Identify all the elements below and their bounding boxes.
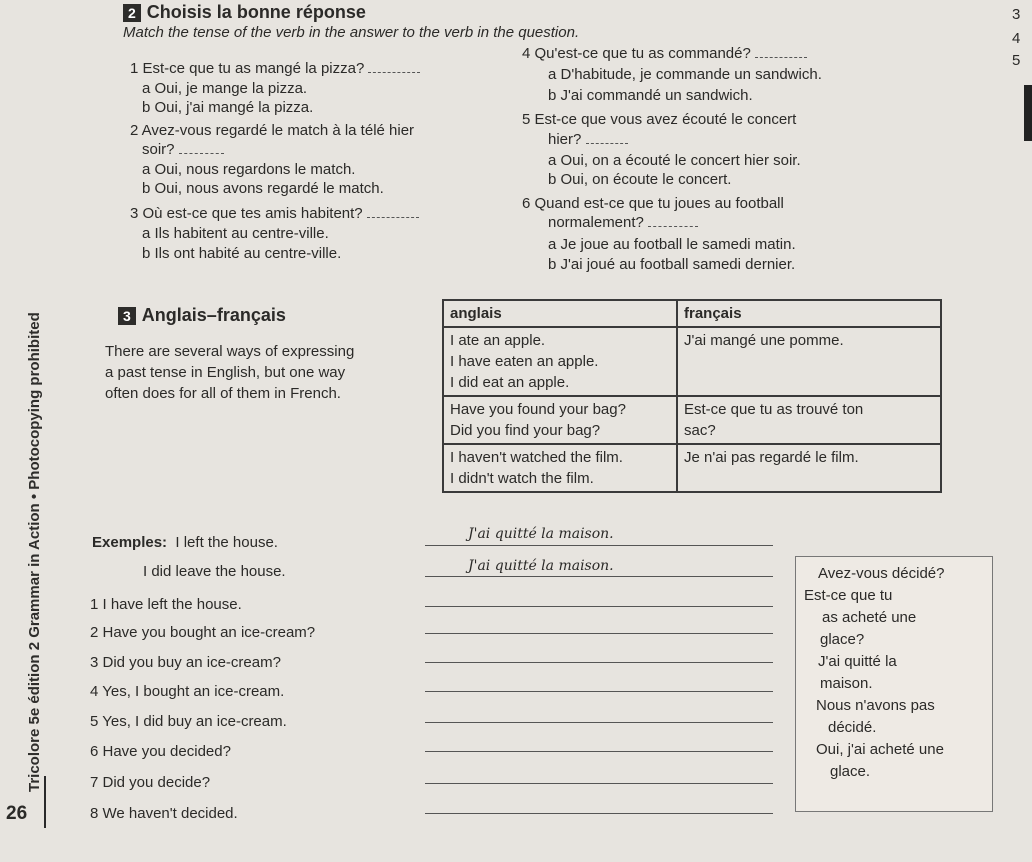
question-3: 3 Où est-ce que tes amis habitent? xyxy=(130,205,419,222)
answer-blank[interactable] xyxy=(648,214,698,227)
column-header-anglais: anglais xyxy=(443,300,677,327)
option-4b: b J'ai commandé un sandwich. xyxy=(548,87,753,104)
option-1b: b Oui, j'ai mangé la pizza. xyxy=(142,99,314,116)
option-5a: a Oui, on a écouté le concert hier soir. xyxy=(548,152,801,169)
answer-blank[interactable] xyxy=(368,60,420,73)
box-phrase: J'ai quitté la xyxy=(818,653,897,670)
example-2-answer: J'ai quitté la maison. xyxy=(468,558,614,574)
question-4: 4 Qu'est-ce que tu as commandé? xyxy=(522,45,807,62)
question-2: 2 Avez-vous regardé le match à la télé hier xyxy=(130,122,415,139)
answer-blank[interactable] xyxy=(367,205,419,218)
table-cell-english: I haven't watched the film. I didn't watch the film. xyxy=(443,444,677,492)
exercise-item-6: 6 Have you decided? xyxy=(90,743,231,760)
question-6-cont: normalement? xyxy=(548,214,698,231)
page-edge-tab xyxy=(1024,85,1032,141)
example-1-answer: J'ai quitté la maison. xyxy=(468,526,614,542)
box-phrase: maison. xyxy=(820,675,873,692)
examples-label: Exemples: xyxy=(92,534,168,551)
exercise-2-instruction: Match the tense of the verb in the answer to the verb in the question. xyxy=(123,24,580,41)
option-5b: b Oui, on écoute le concert. xyxy=(548,171,732,188)
option-3b: b Ils ont habité au centre-ville. xyxy=(142,245,342,262)
answer-input-5[interactable] xyxy=(425,721,773,723)
answer-input-8[interactable] xyxy=(425,812,773,814)
exercise-3-heading xyxy=(118,305,286,326)
exercise-item-5: 5 Yes, I did buy an ice-cream. xyxy=(90,713,287,730)
answer-line xyxy=(425,544,773,546)
table-cell-french: J'ai mangé une pomme. xyxy=(677,327,941,396)
exercise-item-2: 2 Have you bought an ice-cream? xyxy=(90,624,316,641)
option-6a: a Je joue au football le samedi matin. xyxy=(548,236,796,253)
box-phrase: glace. xyxy=(830,763,871,780)
exercise-2-number: 2 xyxy=(123,4,141,22)
table-header-row xyxy=(443,300,941,327)
option-1a: a Oui, je mange la pizza. xyxy=(142,80,308,97)
edge-number: 3 xyxy=(1012,6,1021,23)
exercise-item-3: 3 Did you buy an ice-cream? xyxy=(90,654,281,671)
exercise-item-1: 1 I have left the house. xyxy=(90,596,242,613)
question-6: 6 Quand est-ce que tu joues au football xyxy=(522,195,784,212)
exercise-item-4: 4 Yes, I bought an ice-cream. xyxy=(90,683,285,700)
answer-line xyxy=(425,575,773,577)
page-number: 26 xyxy=(6,803,28,824)
side-copyright-text: Tricolore 5e édition 2 Grammar in Action • Photocopying prohibited xyxy=(26,312,43,792)
question-2-cont: soir? xyxy=(142,141,224,158)
exercise-item-7: 7 Did you decide? xyxy=(90,774,211,791)
edge-number: 5 xyxy=(1012,52,1021,69)
table-row xyxy=(443,444,941,492)
box-phrase: décidé. xyxy=(828,719,877,736)
box-phrase: glace? xyxy=(820,631,865,648)
answer-input-6[interactable] xyxy=(425,750,773,752)
answer-input-3[interactable] xyxy=(425,661,773,663)
exercise-2-heading xyxy=(123,2,366,23)
question-5-cont: hier? xyxy=(548,131,628,148)
answer-input-4[interactable] xyxy=(425,690,773,692)
exercise-item-8: 8 We haven't decided. xyxy=(90,805,238,822)
column-header-francais: français xyxy=(677,300,941,327)
example-1: Exemples: I left the house. xyxy=(92,534,278,551)
edge-number: 4 xyxy=(1012,30,1021,47)
option-4a: a D'habitude, je commande un sandwich. xyxy=(548,66,822,83)
question-1: 1 Est-ce que tu as mangé la pizza? xyxy=(130,60,420,77)
answer-blank[interactable] xyxy=(586,131,628,144)
table-cell-english: I ate an apple. I have eaten an apple. I did eat an apple. xyxy=(443,327,677,396)
option-3a: a Ils habitent au centre-ville. xyxy=(142,225,329,242)
box-phrase: as acheté une xyxy=(822,609,917,626)
option-6b: b J'ai joué au football samedi dernier. xyxy=(548,256,796,273)
table-row xyxy=(443,396,941,444)
exercise-3-title: Anglais–français xyxy=(141,305,286,325)
answer-input-1[interactable] xyxy=(425,605,773,607)
table-row xyxy=(443,327,941,396)
box-phrase: Avez-vous décidé? xyxy=(818,565,945,582)
option-2b: b Oui, nous avons regardé le match. xyxy=(142,180,384,197)
intro-line: a past tense in English, but one way xyxy=(105,364,346,381)
intro-line: often does for all of them in French. xyxy=(105,385,341,402)
table-cell-english: Have you found your bag? Did you find your bag? xyxy=(443,396,677,444)
page-divider xyxy=(44,776,46,828)
box-phrase: Nous n'avons pas xyxy=(816,697,935,714)
intro-line: There are several ways of expressing xyxy=(105,343,355,360)
box-phrase: Oui, j'ai acheté une xyxy=(816,741,944,758)
answer-phrase-box xyxy=(795,556,993,812)
exercise-3-number: 3 xyxy=(118,307,136,325)
answer-blank[interactable] xyxy=(755,45,807,58)
box-phrase: Est-ce que tu xyxy=(804,587,893,604)
exercise-2-title: Choisis la bonne réponse xyxy=(146,2,366,22)
answer-blank[interactable] xyxy=(179,141,224,154)
question-5: 5 Est-ce que vous avez écouté le concert xyxy=(522,111,797,128)
option-2a: a Oui, nous regardons le match. xyxy=(142,161,356,178)
translation-table xyxy=(442,299,942,493)
table-cell-french: Je n'ai pas regardé le film. xyxy=(677,444,941,492)
table-cell-french: Est-ce que tu as trouvé ton sac? xyxy=(677,396,941,444)
answer-input-2[interactable] xyxy=(425,632,773,634)
example-2: I did leave the house. xyxy=(143,563,286,580)
